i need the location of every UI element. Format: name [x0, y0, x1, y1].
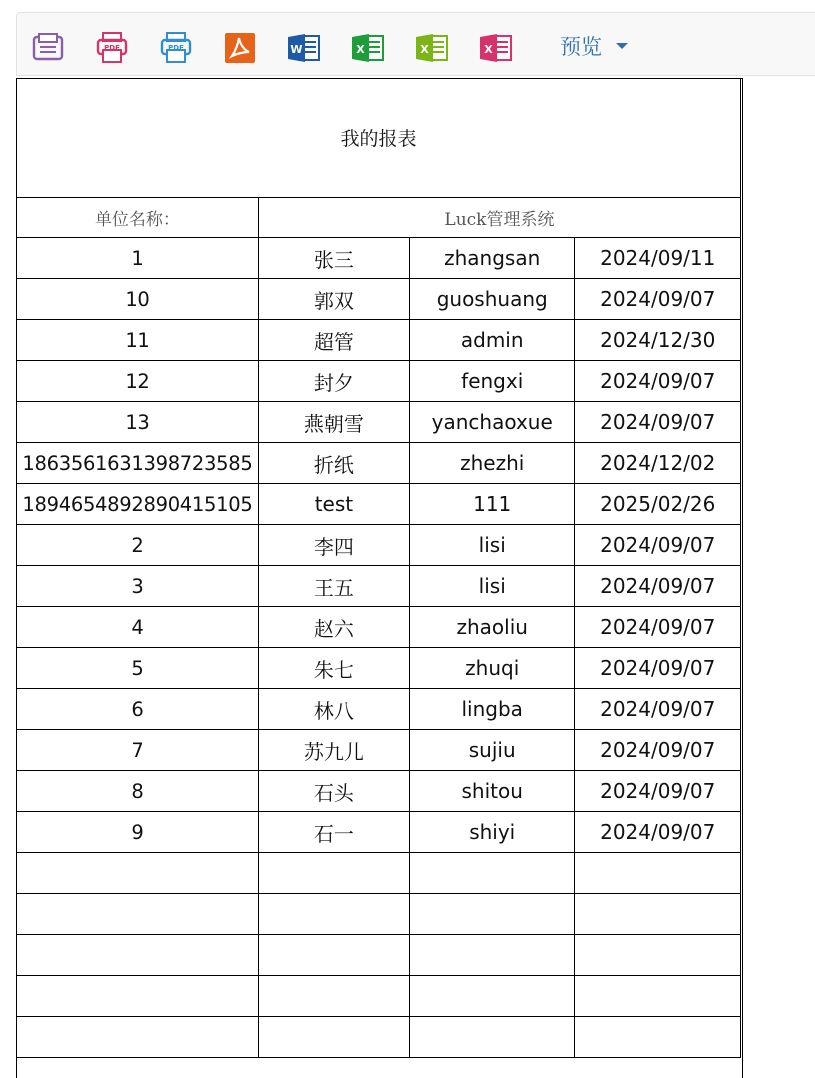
report-toolbar	[16, 12, 815, 76]
table-row	[17, 279, 741, 320]
report-sheet	[16, 78, 743, 1078]
date-cell: 2024/09/07	[575, 812, 741, 853]
id-cell: 1894654892890415105	[17, 484, 259, 525]
date-cell: 2024/09/07	[575, 279, 741, 320]
id-cell: 5	[17, 648, 259, 689]
empty-cell	[17, 976, 259, 1017]
username-cell: lisi	[409, 566, 575, 607]
report-table	[16, 78, 741, 1058]
svg-text:PDF: PDF	[104, 44, 120, 52]
id-cell: 7	[17, 730, 259, 771]
date-cell: 2024/09/11	[575, 238, 741, 279]
name-cell: 王五	[258, 566, 409, 607]
empty-cell	[575, 1017, 741, 1058]
empty-row	[17, 853, 741, 894]
date-cell: 2024/09/07	[575, 730, 741, 771]
username-cell: zhuqi	[409, 648, 575, 689]
empty-cell	[409, 894, 575, 935]
empty-cell	[575, 976, 741, 1017]
id-cell: 13	[17, 402, 259, 443]
excel-data-icon[interactable]	[415, 31, 449, 65]
table-row	[17, 402, 741, 443]
date-cell: 2024/12/02	[575, 443, 741, 484]
date-cell: 2024/09/07	[575, 525, 741, 566]
name-cell: 燕朝雪	[258, 402, 409, 443]
username-cell: yanchaoxue	[409, 402, 575, 443]
word-icon[interactable]	[287, 31, 321, 65]
id-cell: 12	[17, 361, 259, 402]
pdf-icon[interactable]	[223, 31, 257, 65]
empty-row	[17, 1017, 741, 1058]
name-cell: 林八	[258, 689, 409, 730]
name-cell: 封夕	[258, 361, 409, 402]
export-pdf-icon[interactable]	[159, 31, 193, 65]
username-cell: fengxi	[409, 361, 575, 402]
empty-cell	[409, 1017, 575, 1058]
empty-cell	[258, 1017, 409, 1058]
empty-cell	[258, 976, 409, 1017]
id-cell: 3	[17, 566, 259, 607]
name-cell: 郭双	[258, 279, 409, 320]
empty-cell	[575, 853, 741, 894]
table-row	[17, 648, 741, 689]
name-cell: 朱七	[258, 648, 409, 689]
table-row	[17, 812, 741, 853]
table-row	[17, 361, 741, 402]
id-cell: 1	[17, 238, 259, 279]
empty-cell	[17, 1017, 259, 1058]
username-cell: lingba	[409, 689, 575, 730]
table-row	[17, 771, 741, 812]
date-cell: 2024/09/07	[575, 566, 741, 607]
table-row	[17, 238, 741, 279]
date-cell: 2024/09/07	[575, 648, 741, 689]
id-cell: 2	[17, 525, 259, 566]
unit-row	[17, 198, 741, 238]
date-cell: 2025/02/26	[575, 484, 741, 525]
username-cell: zhangsan	[409, 238, 575, 279]
date-cell: 2024/09/07	[575, 361, 741, 402]
empty-row	[17, 935, 741, 976]
svg-text:X: X	[356, 43, 365, 56]
preview-dropdown[interactable]	[560, 29, 628, 63]
empty-cell	[409, 935, 575, 976]
table-row	[17, 525, 741, 566]
preview-label: 预览	[560, 35, 602, 59]
report-title-row	[17, 78, 741, 198]
table-row	[17, 443, 741, 484]
id-cell: 1863561631398723585	[17, 443, 259, 484]
table-row	[17, 484, 741, 525]
date-cell: 2024/09/07	[575, 402, 741, 443]
name-cell: 苏九儿	[258, 730, 409, 771]
date-cell: 2024/09/07	[575, 607, 741, 648]
id-cell: 8	[17, 771, 259, 812]
empty-cell	[409, 976, 575, 1017]
empty-cell	[17, 935, 259, 976]
unit-value: Luck管理系统	[258, 198, 740, 238]
username-cell: lisi	[409, 525, 575, 566]
empty-cell	[258, 894, 409, 935]
empty-cell	[258, 935, 409, 976]
table-row	[17, 730, 741, 771]
username-cell: shiyi	[409, 812, 575, 853]
table-row	[17, 607, 741, 648]
print-icon[interactable]	[31, 31, 65, 65]
svg-text:X: X	[484, 43, 493, 56]
name-cell: 石一	[258, 812, 409, 853]
id-cell: 4	[17, 607, 259, 648]
id-cell: 10	[17, 279, 259, 320]
username-cell: 111	[409, 484, 575, 525]
print-pdf-icon[interactable]	[95, 31, 129, 65]
table-row	[17, 689, 741, 730]
id-cell: 6	[17, 689, 259, 730]
date-cell: 2024/12/30	[575, 320, 741, 361]
chevron-down-icon	[616, 43, 628, 49]
date-cell: 2024/09/07	[575, 771, 741, 812]
username-cell: zhaoliu	[409, 607, 575, 648]
empty-row	[17, 894, 741, 935]
name-cell: 折纸	[258, 443, 409, 484]
username-cell: sujiu	[409, 730, 575, 771]
name-cell: 张三	[258, 238, 409, 279]
empty-cell	[17, 894, 259, 935]
username-cell: admin	[409, 320, 575, 361]
id-cell: 9	[17, 812, 259, 853]
empty-cell	[409, 853, 575, 894]
report-title: 我的报表	[17, 78, 741, 198]
svg-text:PDF: PDF	[168, 44, 184, 52]
name-cell: 李四	[258, 525, 409, 566]
empty-row	[17, 976, 741, 1017]
name-cell: 石头	[258, 771, 409, 812]
table-row	[17, 566, 741, 607]
username-cell: shitou	[409, 771, 575, 812]
unit-label: 单位名称：	[17, 198, 259, 238]
empty-cell	[17, 853, 259, 894]
username-cell: guoshuang	[409, 279, 575, 320]
excel-icon[interactable]	[351, 31, 385, 65]
id-cell: 11	[17, 320, 259, 361]
name-cell: test	[258, 484, 409, 525]
svg-text:W: W	[290, 43, 303, 56]
excel-paging-icon[interactable]	[479, 31, 513, 65]
username-cell: zhezhi	[409, 443, 575, 484]
name-cell: 赵六	[258, 607, 409, 648]
empty-cell	[258, 853, 409, 894]
name-cell: 超管	[258, 320, 409, 361]
date-cell: 2024/09/07	[575, 689, 741, 730]
empty-cell	[575, 894, 741, 935]
svg-text:X: X	[420, 43, 429, 56]
table-row	[17, 320, 741, 361]
empty-cell	[575, 935, 741, 976]
